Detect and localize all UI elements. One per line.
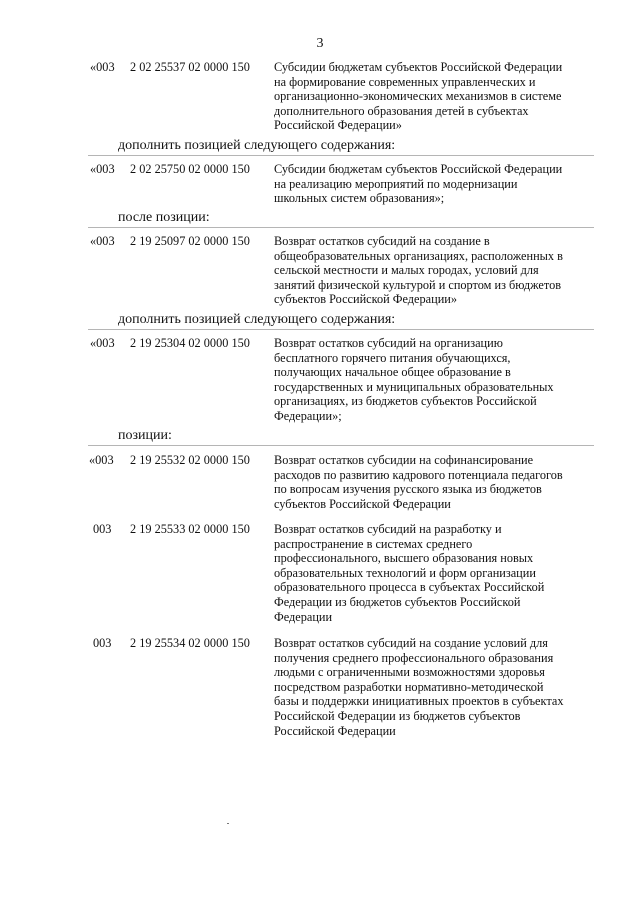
amendment-instruction: дополнить позицией следующего содержания:	[118, 312, 396, 327]
entry-description	[274, 162, 594, 206]
description-line: бесплатного горячего питания обучающихся,	[274, 350, 511, 365]
description-line: общеобразовательных организациях, расположенных в	[274, 248, 563, 263]
description-line: Федерации»;	[274, 408, 342, 423]
classification-code: 2 19 25534 02 0000 150	[130, 636, 250, 650]
description-line: школьных систем образования»;	[274, 191, 445, 206]
separator-line	[88, 445, 594, 446]
description-line: организационно-экономических механизмов в системе	[274, 89, 562, 104]
entry-description	[274, 522, 594, 624]
entry-description	[274, 453, 594, 511]
admin-code: «003	[90, 234, 115, 248]
admin-code: «003	[90, 60, 115, 74]
description-line: образовательных технологий и форм организации	[274, 565, 536, 580]
admin-code: «003	[90, 162, 115, 176]
admin-code: 003	[93, 522, 112, 536]
description-line: Федерации	[274, 609, 333, 624]
amendment-instruction: дополнить позицией следующего содержания:	[118, 138, 396, 153]
entry-description	[274, 60, 594, 133]
separator-line	[88, 329, 594, 330]
description-line: Возврат остатков субсидии на софинансирование	[274, 453, 534, 467]
description-line: субъектов Российской Федерации	[274, 496, 451, 511]
classification-code: 2 02 25537 02 0000 150	[130, 60, 250, 74]
description-line: посредством разработки нормативно-методической	[274, 679, 544, 694]
description-line: Федерации из бюджетов субъектов Российской	[274, 594, 521, 609]
description-line: Возврат остатков субсидий на разработку и	[274, 522, 502, 536]
classification-code: 2 02 25750 02 0000 150	[130, 162, 250, 176]
description-line: на реализацию мероприятий по модернизации	[274, 176, 518, 191]
description-line: базы и поддержки инициативных проектов в субъектах	[274, 694, 564, 709]
description-line: сельской местности и малых городах, условий для	[274, 263, 539, 278]
admin-code: «003	[89, 453, 114, 467]
description-line: по вопросам изучения русского языка из бюджетов	[274, 482, 542, 497]
classification-code: 2 19 25097 02 0000 150	[130, 234, 250, 248]
description-line: Российской Федерации	[274, 723, 396, 738]
entry-description	[274, 234, 594, 307]
description-line: организациях, из бюджетов субъектов Российской	[274, 394, 537, 409]
classification-code: 2 19 25304 02 0000 150	[130, 336, 250, 350]
description-line: государственных и муниципальных образовательных	[274, 379, 554, 394]
separator-line	[88, 155, 594, 156]
description-line: Субсидии бюджетам субъектов Российской Федерации	[274, 162, 563, 176]
description-line: получения среднего профессионального образования	[274, 650, 554, 665]
description-line: субъектов Российской Федерации»	[274, 292, 457, 307]
amendment-instruction: позиции:	[118, 428, 172, 443]
description-line: на формирование современных управленческих и	[274, 74, 536, 89]
admin-code: «003	[90, 336, 115, 350]
page-number: 3	[316, 36, 324, 51]
description-line: занятий физической культурой и спортом из бюджетов	[274, 277, 562, 292]
description-line: профессионального, высшего образования новых	[274, 551, 534, 566]
classification-code: 2 19 25532 02 0000 150	[130, 453, 250, 467]
description-line: расходов по развитию кадрового потенциала педагогов	[274, 467, 563, 482]
classification-code: 2 19 25533 02 0000 150	[130, 522, 250, 536]
entry-description	[274, 336, 594, 424]
description-line: Российской Федерации из бюджетов субъектов	[274, 708, 521, 723]
entry-description	[274, 636, 594, 738]
admin-code: 003	[93, 636, 112, 650]
description-line: Российской Федерации»	[274, 118, 402, 133]
description-line: людьми с ограниченными возможностями здоровья	[274, 665, 545, 680]
amendment-instruction: после позиции:	[118, 210, 210, 225]
description-line: Субсидии бюджетам субъектов Российской Федерации	[274, 60, 563, 74]
scan-speck	[227, 823, 229, 824]
separator-line	[88, 227, 594, 228]
description-line: Возврат остатков субсидий на организацию	[274, 336, 503, 350]
description-line: получающих начальное общее образование в	[274, 365, 511, 380]
description-line: Возврат остатков субсидий на создание в	[274, 234, 490, 248]
description-line: распространение в системах среднего	[274, 536, 473, 551]
description-line: образовательного процесса в субъектах Российской	[274, 580, 545, 595]
description-line: Возврат остатков субсидий на создание условий для	[274, 636, 548, 650]
description-line: дополнительного образования детей в субъектах	[274, 103, 529, 118]
